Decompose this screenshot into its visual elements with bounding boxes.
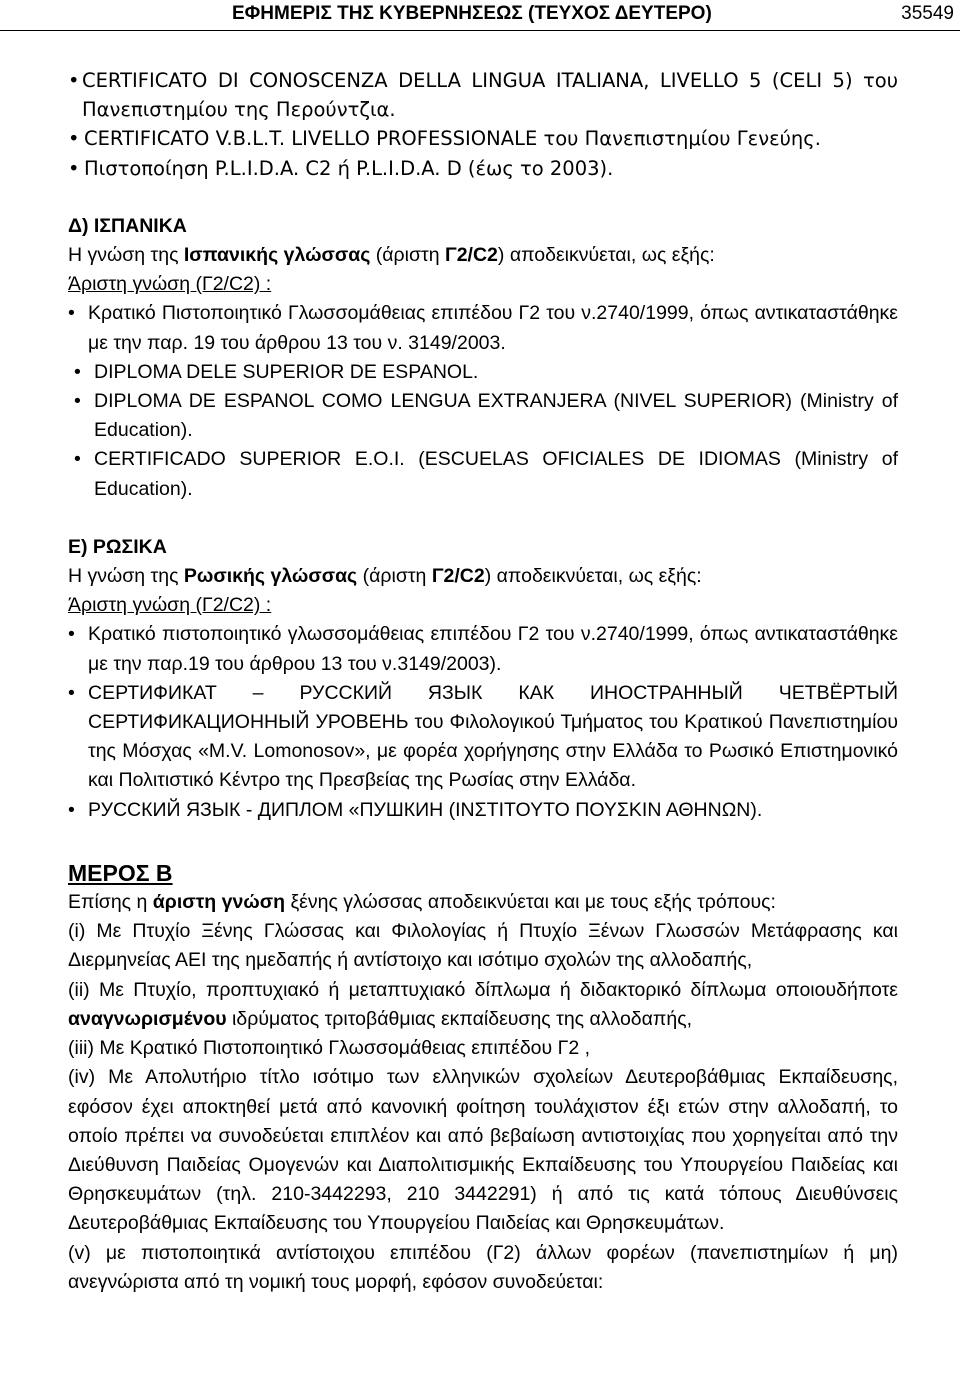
list-item: • СЕРТИФИКАТ – РУССКИЙ ЯЗЫК КАК ИНОСТРАННЫЙ ЧЕТВЁРТЫЙ СЕРТИФИКАЦИОННЫЙ УРОВЕНЬ του Φιλολογικού Τμήματος του Κρατικού Πανεπιστημίου της Μόσχας «M.V. Lomonosov», με φορέα χορήγησης στην Ελλάδα το Ρωσικό Επιστημονικό και Πολιτιστικό Κέντρο της Πρεσβείας της Ρωσίας στην Ελλάδα. (68, 681, 898, 792)
list-item: • DIPLOMA DE ESPANOL COMO LENGUA EXTRANJERA (NIVEL SUPERIOR) (Ministry of Education). (74, 390, 898, 442)
italian-list (68, 66, 898, 183)
level-label: Άριστη γνώση (Γ2/C2) : (68, 273, 272, 296)
level-label: Άριστη γνώση (Γ2/C2) : (68, 594, 272, 617)
list-item: • CERTIFICATO DI CONOSCENZA DELLA LINGUA ITALIANA, LIVELLO 5 (CELI 5) του Πανεπιστημίου της Περούντζια. (68, 69, 898, 122)
paragraph-i: (i) Με Πτυχίο Ξένης Γλώσσας και Φιλολογίας ή Πτυχίο Ξένων Γλωσσών Μετάφρασης και Διερμηνείας ΑΕΙ της ημεδαπής ή αντίστοιχο και ισότιμο σχολών της αλλοδαπής, (68, 920, 898, 972)
paragraph-iv: (iv) Με Απολυτήριο τίτλο ισότιμο των ελληνικών σχολείων Δευτεροβάθμιας Εκπαίδευσης, εφόσον έχει αποκτηθεί μετά από κανονική φοίτηση τουλάχιστον έξι ετών στην αλλοδαπή, το οποίο πρέπει να συνοδεύεται επιπλέον και από βεβαίωση αντιστοιχίας που χορηγείται από την Διεύθυνση Παιδείας Ομογενών και Διαπολιτισμικής Εκπαίδευσης του Υπουργείου Παιδείας και Θρησκευμάτων (τηλ. 210-3442293, 210 3442291) ή από τις κατά τόπους Διευθύνσεις Δευτεροβάθμιας Εκπαίδευσης του Υπουργείου Παιδείας και Θρησκευμάτων. (68, 1066, 898, 1235)
section-intro: Η γνώση της Ρωσικής γλώσσας (άριστη Γ2/C2) αποδεικνύεται, ως εξής: (68, 565, 702, 588)
section-intro: Η γνώση της Ισπανικής γλώσσας (άριστη Γ2/C2) αποδεικνύεται, ως εξής: (68, 244, 715, 267)
list-item: • DIPLOMA DELE SUPERIOR DE ESPANOL. (74, 360, 479, 383)
list-item: • CERTIFICADO SUPERIOR E.O.I. (ESCUELAS OFICIALES DE IDIOMAS (Ministry of Education). (74, 448, 898, 500)
list-item: • Πιστοποίηση P.L.I.D.A. C2 ή P.L.I.D.A. D (έως το 2003). (68, 156, 614, 180)
part-b-section (68, 859, 898, 1297)
paragraph-ii: (ii) Με Πτυχίο, προπτυχιακό ή μεταπτυχιακό δίπλωμα ή διδακτορικό δίπλωμα οποιουδήποτε αναγνωρισμένου ιδρύματος τριτοβάθμιας εκπαίδευσης της αλλοδαπής, (68, 978, 898, 1030)
document-body (68, 66, 898, 1297)
page-number: 35549 (901, 3, 954, 24)
gazette-title: ΕΦΗΜΕΡΙΣ ΤΗΣ ΚΥΒΕΡΝΗΣΕΩΣ (ΤΕΥΧΟΣ ΔΕΥΤΕΡΟ) (232, 3, 712, 24)
russian-section (68, 533, 898, 825)
list-item: • Κρατικό πιστοποιητικό γλωσσομάθειας επιπέδου Γ2 του ν.2740/1999, όπως αντικαταστάθηκε με την παρ.19 του άρθρου 13 του ν.3149/2003). (68, 623, 898, 675)
section-heading: Ε) ΡΩΣΙΚΑ (68, 535, 167, 558)
header-rule (0, 30, 960, 31)
list-item: • Κρατικό Πιστοποιητικό Γλωσσομάθειας επιπέδου Γ2 του ν.2740/1999, όπως αντικαταστάθηκε με την παρ. 19 του άρθρου 13 του ν. 3149/2003. (68, 302, 898, 354)
list-item: • РУССКИЙ ЯЗЫК - ДИПЛОМ «ПУШКИН (ΙΝΣΤΙΤΟΥΤΟ ΠΟΥΣΚΙΝ ΑΘΗΝΩΝ). (68, 798, 763, 821)
paragraph-iii: (iii) Με Κρατικό Πιστοποιητικό Γλωσσομάθειας επιπέδου Γ2 , (68, 1037, 591, 1060)
page-header (0, 0, 960, 30)
part-title: ΜΕΡΟΣ Β (68, 859, 173, 886)
paragraph-v: (v) με πιστοποιητικά αντίστοιχου επιπέδου (Γ2) άλλων φορέων (πανεπιστημίων ή μη) ανεγνώριστα από τη νομική τους μορφή, εφόσον συνοδεύεται: (68, 1241, 898, 1293)
section-heading: Δ) ΙΣΠΑΝΙΚΑ (68, 214, 187, 237)
list-item: • CERTIFICATO V.B.L.T. LIVELLO PROFESSIONALE του Πανεπιστημίου Γενεύης. (68, 127, 821, 151)
spanish-section (68, 212, 898, 504)
part-b-intro: Επίσης η άριστη γνώση ξένης γλώσσας αποδεικνύεται και με τους εξής τρόπους: (68, 891, 776, 914)
